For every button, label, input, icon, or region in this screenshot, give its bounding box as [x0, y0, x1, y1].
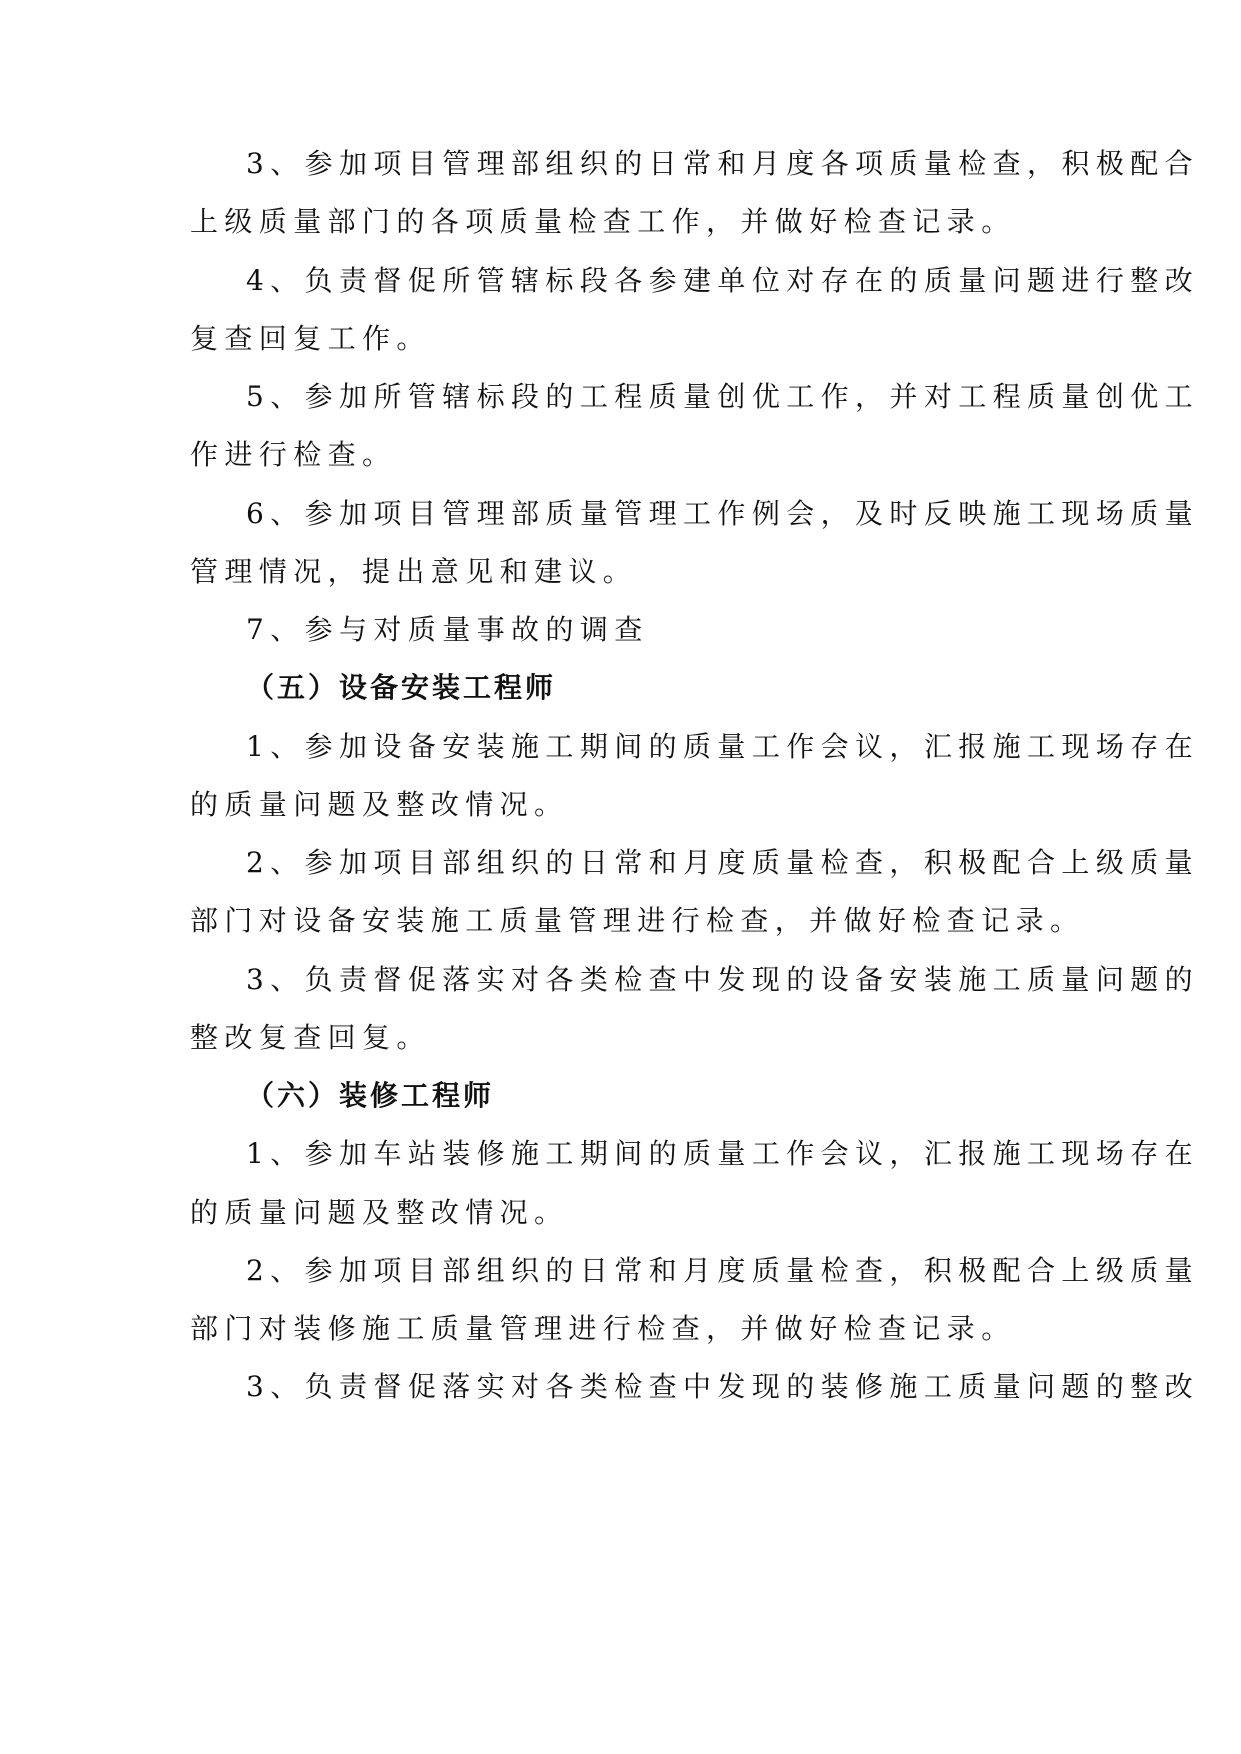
- paragraph-line: 部门对装修施工质量管理进行检查，并做好检查记录。: [190, 1312, 1016, 1345]
- paragraph-line: 6、参加项目管理部质量管理工作例会，及时反映施工现场质量: [246, 497, 1200, 530]
- paragraph-line: 管理情况，提出意见和建议。: [190, 555, 638, 588]
- paragraph-line: 的质量问题及整改情况。: [190, 1196, 569, 1229]
- document-page: [190, 0, 1200, 1754]
- paragraph-line: 3、负责督促落实对各类检查中发现的设备安装施工质量问题的: [246, 963, 1200, 996]
- paragraph-line: 整改复查回复。: [190, 1021, 431, 1054]
- paragraph-line: 复查回复工作。: [190, 322, 431, 355]
- paragraph-line: 部门对设备安装施工质量管理进行检查，并做好检查记录。: [190, 904, 1085, 937]
- section-heading: （六）装修工程师: [246, 1079, 495, 1112]
- paragraph-line: 1、参加设备安装施工期间的质量工作会议，汇报施工现场存在: [246, 730, 1200, 763]
- paragraph-line: 作进行检查。: [190, 438, 397, 471]
- paragraph-line: 3、参加项目管理部组织的日常和月度各项质量检查，积极配合: [246, 147, 1200, 180]
- paragraph-line: 7、参与对质量事故的调查: [246, 613, 649, 646]
- paragraph-line: 上级质量部门的各项质量检查工作，并做好检查记录。: [190, 205, 1016, 238]
- paragraph-line: 4、负责督促所管辖标段各参建单位对存在的质量问题进行整改: [246, 264, 1200, 297]
- paragraph-line: 3、负责督促落实对各类检查中发现的装修施工质量问题的整改: [246, 1370, 1200, 1403]
- section-heading: （五）设备安装工程师: [246, 671, 557, 704]
- paragraph-line: 2、参加项目部组织的日常和月度质量检查，积极配合上级质量: [246, 846, 1200, 879]
- paragraph-line: 的质量问题及整改情况。: [190, 788, 569, 821]
- paragraph-line: 2、参加项目部组织的日常和月度质量检查，积极配合上级质量: [246, 1254, 1200, 1287]
- paragraph-line: 1、参加车站装修施工期间的质量工作会议，汇报施工现场存在: [246, 1137, 1200, 1170]
- paragraph-line: 5、参加所管辖标段的工程质量创优工作，并对工程质量创优工: [246, 380, 1200, 413]
